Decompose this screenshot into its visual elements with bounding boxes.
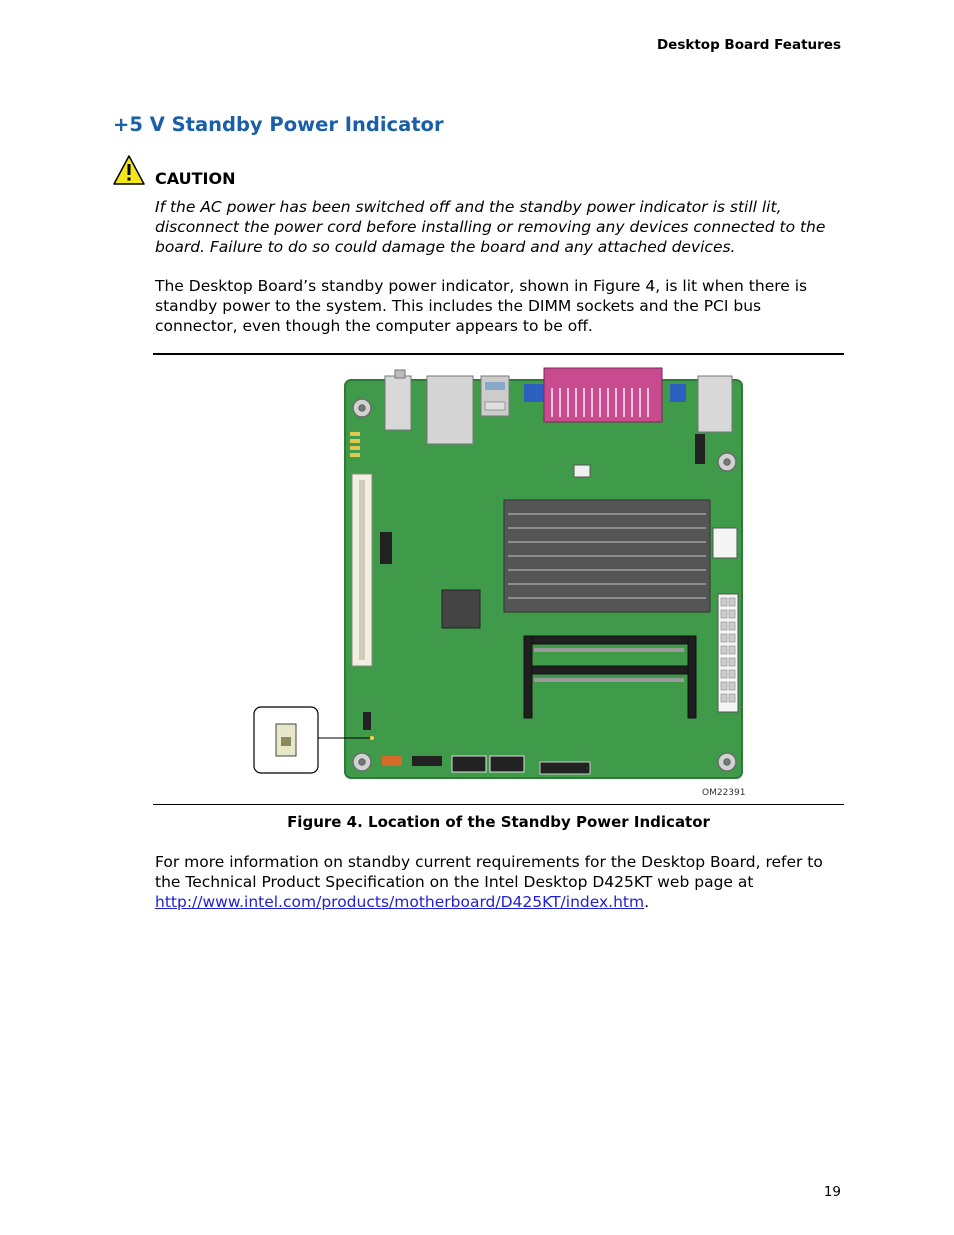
- header-pins: [380, 532, 392, 564]
- caution-label: CAUTION: [155, 169, 236, 188]
- atx12v-connector: [713, 528, 737, 558]
- motherboard-figure: [252, 362, 748, 800]
- fan-header: [574, 465, 590, 477]
- front-panel-header: [382, 756, 402, 766]
- sodimm-socket-2: [524, 666, 692, 674]
- audio-jack: [385, 376, 411, 430]
- more-info-end: .: [644, 893, 650, 911]
- standby-description: The Desktop Board’s standby power indicator, shown in Figure 4, is lit when there is standby power to the system. This includes the DIMM sockets and the PCI bus connector, even though the computer appears to be off.: [155, 277, 808, 335]
- figure-top-rule: [153, 353, 844, 355]
- caution-paragraph: If the AC power has been switched off and the standby power indicator is still lit, disconnect the power cord before installing or removing any devices connected to the board. Failure to do so could damage the board and any attached devices.: [155, 198, 826, 256]
- lan-usb-stack: [427, 376, 473, 444]
- standby-power-led: [370, 736, 374, 740]
- vga-blue: [670, 384, 686, 402]
- sata-connector-1: [452, 756, 486, 772]
- more-info-text: For more information on standby current requirements for the Desktop Board, refer to the Technical Product Specification on the Intel Desktop D425KT web page at: [155, 853, 823, 891]
- running-header: Desktop Board Features: [656, 37, 841, 53]
- header-pins: [695, 434, 705, 464]
- usb-header: [412, 756, 442, 766]
- floppy-connector: [540, 762, 590, 774]
- page-number: 19: [823, 1184, 841, 1200]
- chip: [442, 590, 480, 628]
- caution-text: [155, 197, 845, 257]
- more-info-paragraph: [155, 852, 845, 912]
- figure-caption: Figure 4. Location of the Standby Power Indicator: [287, 813, 710, 831]
- figure-bottom-rule: [153, 804, 844, 805]
- section-title: +5 V Standby Power Indicator: [113, 113, 444, 136]
- sodimm-socket-1: [524, 636, 692, 644]
- intel-product-link[interactable]: http://www.intel.com/products/motherboard/D425KT/index.htm: [155, 893, 645, 911]
- serial-port: [698, 376, 732, 432]
- parallel-port: [544, 368, 662, 422]
- warning-triangle-icon: [112, 154, 146, 186]
- ps2-blue: [524, 384, 544, 402]
- header-pins: [363, 712, 371, 730]
- sata-connector-2: [490, 756, 524, 772]
- figure-image-code: OM22391: [702, 788, 746, 798]
